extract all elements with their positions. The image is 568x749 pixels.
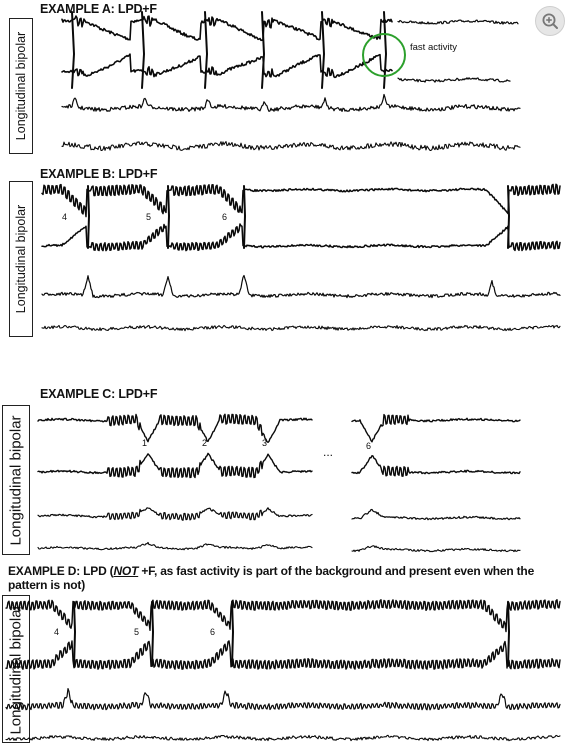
- panel-a-discharge-stroke: [72, 12, 74, 88]
- panel-c-trace-4: [38, 542, 312, 549]
- panel-a-title: EXAMPLE A: LPD+F: [40, 2, 157, 16]
- panel-b-trace-2: [42, 224, 560, 251]
- panel-b-discharge-number: 4: [62, 212, 68, 222]
- panel-c-trace-1-post: [352, 415, 520, 442]
- panel-d-discharge-number: 6: [210, 627, 216, 637]
- panel-a-discharge-stroke: [322, 12, 324, 88]
- trace-layer: [6, 12, 560, 741]
- panel-a-discharge-stroke: [142, 12, 144, 88]
- panel-d-title-suffix: +F, as fast activity is part of the background and present even when the pattern is not): [8, 564, 535, 592]
- panel-a-montage-label: Longitudinal bipolar: [14, 31, 29, 141]
- panel-d-montage-label: Longitudinal bipolar: [7, 603, 25, 735]
- panel-d-trace-3: [6, 689, 560, 710]
- panel-c-montage-label: Longitudinal bipolar: [7, 414, 25, 546]
- panel-c-trace-3-post: [352, 510, 520, 520]
- panel-d-discharge-stroke: [74, 602, 75, 666]
- panel-c-trace-4-post: [352, 546, 520, 552]
- panel-c-discharge-number: 3: [262, 438, 268, 448]
- panel-d-discharge-number: 4: [54, 627, 60, 637]
- panel-a-trace-4: [62, 142, 520, 151]
- panel-c-ellipsis: ...: [323, 445, 334, 459]
- panel-b-trace-1: [42, 184, 560, 216]
- panel-b-discharge-stroke: [88, 186, 89, 248]
- panel-b-discharge-stroke: [244, 186, 245, 248]
- panel-b-title: EXAMPLE B: LPD+F: [40, 167, 158, 181]
- panel-d-title-emphasis: NOT: [113, 564, 139, 578]
- panel-a-discharge-stroke: [205, 12, 207, 88]
- panel-c-title: EXAMPLE C: LPD+F: [40, 387, 158, 401]
- panel-d-discharge-stroke: [232, 602, 233, 666]
- panel-b-discharge-number: 5: [146, 212, 152, 222]
- panel-b-trace-4: [42, 325, 560, 330]
- panel-a-trace-1-post: [398, 20, 518, 24]
- panel-c-discharge-number: 6: [366, 441, 372, 451]
- fast-activity-highlight-circle: [363, 34, 405, 76]
- panel-c-discharge-number: 2: [202, 438, 208, 448]
- panel-d-discharge-stroke: [152, 602, 153, 666]
- panel-c-trace-2: [38, 453, 312, 477]
- panel-c-trace-2-post: [352, 456, 520, 477]
- panel-b-discharge-stroke: [168, 186, 169, 248]
- panel-d-discharge-stroke: [508, 602, 509, 666]
- panel-b-trace-3: [42, 276, 560, 298]
- panel-d-discharge-number: 5: [134, 627, 140, 637]
- panel-d-trace-2: [6, 641, 560, 669]
- panel-c-discharge-number: 1: [142, 438, 148, 448]
- panel-b-montage-label: Longitudinal bipolar: [14, 204, 29, 314]
- panel-d-trace-4: [6, 735, 560, 740]
- fast-activity-label: fast activity: [410, 42, 457, 53]
- panel-a-trace-2: [62, 54, 392, 77]
- panel-c-trace-1: [38, 414, 312, 442]
- panel-a-trace-2-post: [398, 78, 510, 82]
- panel-c-trace-3: [38, 508, 312, 521]
- panel-d-title-prefix: EXAMPLE D: LPD (: [8, 564, 114, 578]
- panel-d-trace-1: [6, 600, 560, 632]
- panel-b-discharge-number: 6: [222, 212, 228, 222]
- panel-a-trace-3: [62, 95, 520, 112]
- panel-a-trace-1: [62, 16, 392, 40]
